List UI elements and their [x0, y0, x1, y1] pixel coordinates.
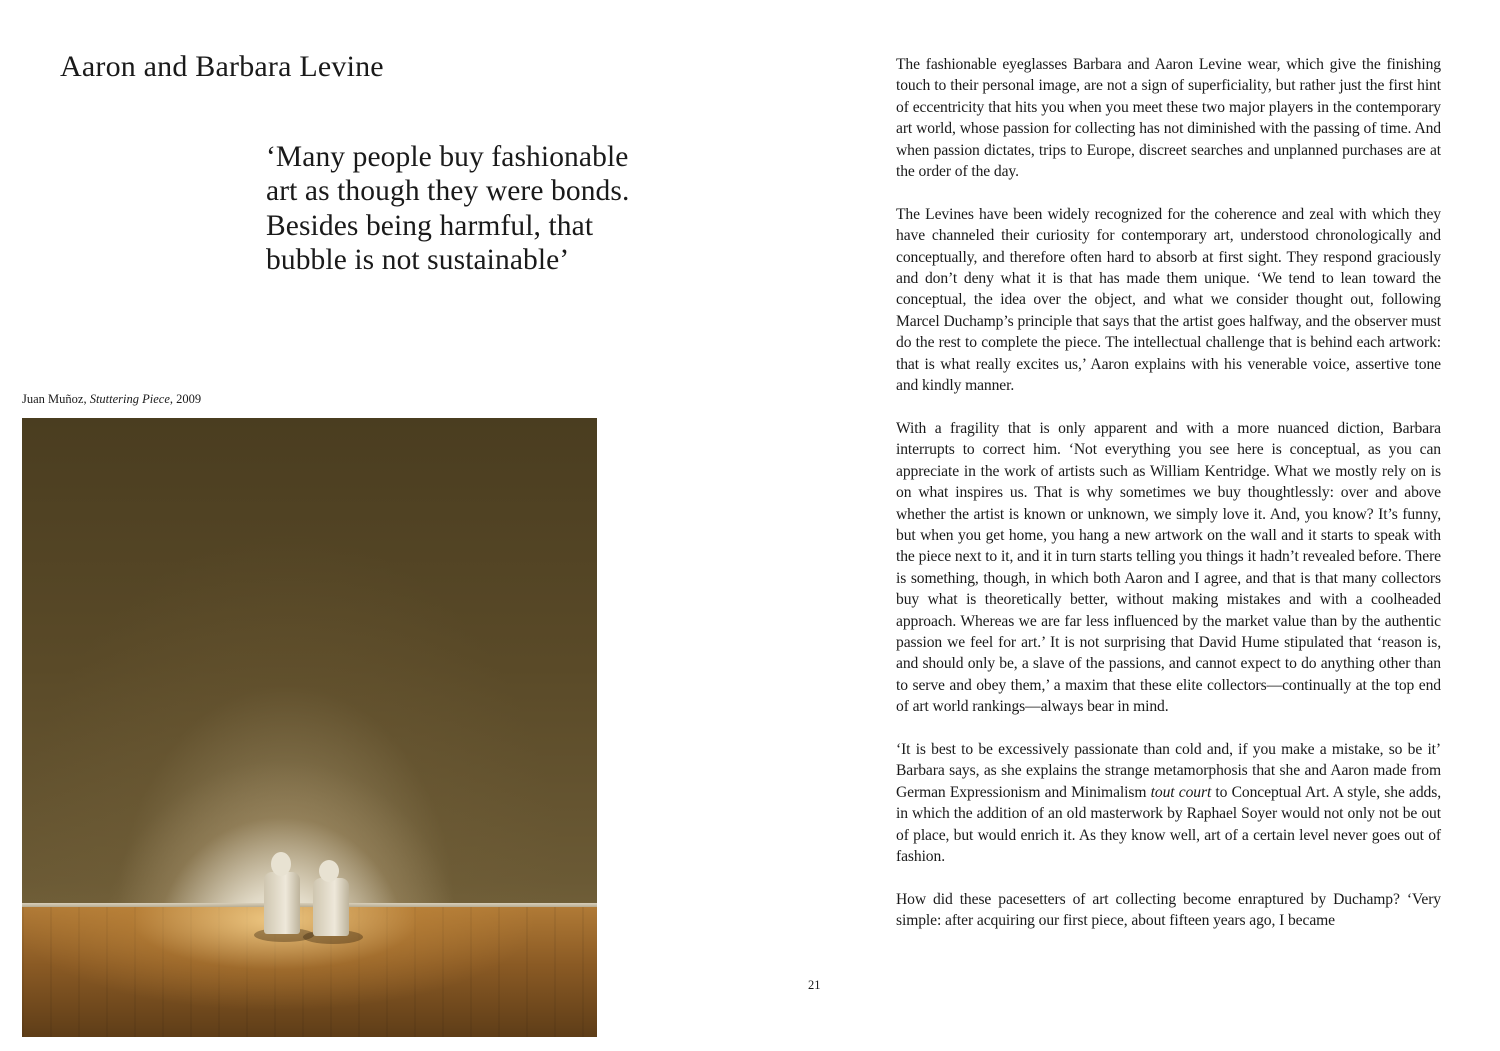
- article-body: [896, 54, 1441, 953]
- body-paragraph: How did these pacesetters of art collecting become enraptured by Duchamp? ‘Very simple: after acquiring our first piece, about fifteen years ago, I became: [896, 890, 1441, 930]
- caption-work-title: Stuttering Piece: [89, 392, 170, 406]
- caption-year: , 2009: [169, 392, 202, 406]
- body-paragraph: The fashionable eyeglasses Barbara and Aaron Levine wear, which give the finishing touch to their personal image, are not a sign of superficiality, but rather just the first hint of eccentricity that hits you when you meet these two major players in the contemporary art world, whose passion for collecting has not diminished with the passing of time. And when passion dictates, trips to Europe, discreet searches and unplanned purchases are at the order of the day.: [896, 56, 1441, 181]
- body-italic-run: tout court: [1150, 783, 1212, 801]
- body-paragraph: The Levines have been widely recognized for the coherence and zeal with which they have channeled their curiosity for contemporary art, understood chronologically and conceptually, and therefore often hard to absorb at first sight. They respond graciously and don’t deny what it is that has made them unique. ‘We tend to lean toward the conceptual, the idea over the object, and what we consider thought out, following Marcel Duchamp’s principle that says that the artist goes halfway, and the observer must do the rest to complete the piece. The intellectual challenge that is behind each artwork: that is what really excites us,’ Aaron explains with his venerable voice, assertive tone and kindly manner.: [896, 205, 1441, 395]
- sculpture-figure-right: [307, 858, 357, 942]
- photo-caption: [22, 392, 201, 407]
- body-paragraph: [896, 739, 1441, 867]
- article-title: Aaron and Barbara Levine: [60, 50, 384, 83]
- artwork-photo: [22, 418, 597, 1037]
- caption-artist: Juan Muñoz,: [22, 392, 90, 406]
- body-text-run: ‘It is best to be excessively passionate than cold and, if you make a mistake, so be it’ Barbara says, as she explains the strange metamorphosis that she and Aaron made from German Expressionism and Minimalism: [896, 740, 1441, 801]
- sculpture-figure-left: [258, 850, 308, 940]
- body-paragraph: With a fragility that is only apparent and with a more nuanced diction, Barbara interrupts to correct him. ‘Not everything you see here is conceptual, as you can appreciate in the work of artists such as William Kentridge. What we mostly rely on is on what inspires us. That is why sometimes we buy thoughtlessly: over and above whether the artist is known or unknown, we simply love it. And, you know? It’s funny, but when you get home, you hang a new artwork on the wall and it starts to speak with the piece next to it, and it in turn starts telling you things it hadn’t revealed before. There is something, though, in which both Aaron and I agree, and that is that many collectors buy what is theoretically better, without making mistakes and with a coolheaded approach. Whereas we are far less influenced by the market value than by the authentic passion we feel for art.’ It is not surprising that David Hume stipulated that ‘reason is, and should only be, a slave of the passions, and cannot expect to do anything other than to serve and obey them,’ a maxim that these elite collectors—continually at the top end of art world rankings—always bear in mind.: [896, 419, 1441, 716]
- page-number: 21: [808, 978, 821, 992]
- body-text-run: to Conceptual Art. A style, she adds, in which the addition of an old masterwork by Raphael Soyer would not only not be out of place, but would enrich it. As they know well, art of a certain level never goes out of fashion.: [896, 783, 1441, 865]
- pull-quote: ‘Many people buy fashionable art as though they were bonds. Besides being harmful, that bubble is not sustainable’: [266, 141, 630, 276]
